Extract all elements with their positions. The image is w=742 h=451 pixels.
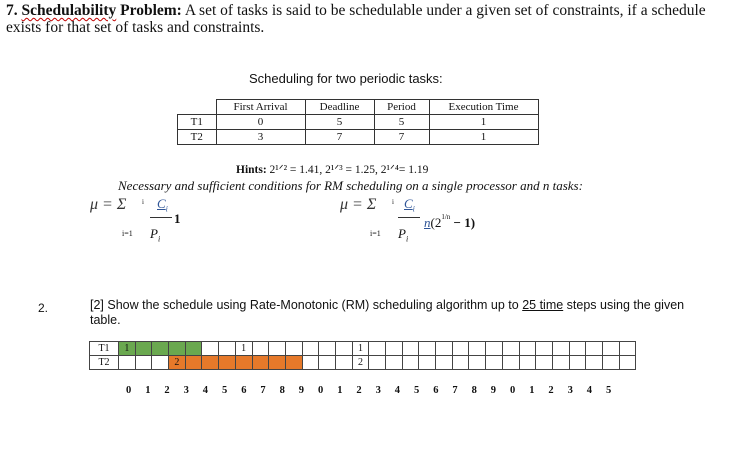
- schedule-cell: [386, 342, 403, 356]
- table-cell: 7: [374, 130, 429, 145]
- schedule-cell: [219, 356, 236, 370]
- table-corner: [178, 100, 217, 115]
- formula-left-sum-index: i: [142, 198, 144, 206]
- schedule-cell: [252, 356, 269, 370]
- task-label: T1: [178, 115, 217, 130]
- schedule-cell: [486, 356, 503, 370]
- schedule-cell: [302, 342, 319, 356]
- schedule-cell: [502, 342, 519, 356]
- table-cell: 1: [429, 130, 538, 145]
- schedule-grid: [89, 341, 636, 370]
- schedule-cell: [519, 342, 536, 356]
- table-cell: 5: [374, 115, 429, 130]
- time-tick-label: 4: [394, 385, 401, 396]
- time-tick-label: 3: [183, 385, 189, 396]
- schedule-cell: [436, 356, 453, 370]
- hints: [236, 162, 428, 176]
- schedule-cell: [602, 342, 619, 356]
- formula-right-numerator: $C_i$: [404, 196, 415, 214]
- schedule-cell: [269, 356, 286, 370]
- schedule-cell: [369, 342, 386, 356]
- question-body-end: steps using the given table.: [90, 298, 685, 327]
- schedule-row-label: T1: [90, 342, 119, 356]
- task-label: T2: [178, 130, 217, 145]
- schedule-cell: [602, 356, 619, 370]
- hints-label: Hints:: [236, 164, 267, 176]
- question-body-start: Show the schedule using Rate-Monotonic (RM) scheduling algorithm up to: [103, 298, 523, 312]
- schedule-cell: [536, 356, 553, 370]
- formula-left-mu: μ = Σ: [90, 196, 127, 213]
- schedule-cell: [319, 356, 336, 370]
- time-tick-label: 3: [375, 385, 381, 396]
- schedule-cell: [135, 356, 152, 370]
- schedule-cell: [502, 356, 519, 370]
- schedule-cell: [369, 356, 386, 370]
- schedule-cell: [302, 356, 319, 370]
- schedule-cell: [619, 342, 636, 356]
- formula-right-mu: μ = Σ: [340, 196, 377, 213]
- condition-text: Necessary and sufficient conditions for RM scheduling on a single processor and n tasks:: [118, 178, 583, 193]
- schedule-cell: 1: [352, 342, 369, 356]
- table-cell: 3: [216, 130, 305, 145]
- formula-right-fraction-bar: [398, 217, 420, 218]
- formula-right-bound: $n(2^{1/n} - 1)$: [424, 213, 476, 230]
- formula-right-denominator: $P_i$: [398, 226, 409, 244]
- schedule-cell: 2: [352, 356, 369, 370]
- schedule-cell: [285, 342, 302, 356]
- schedule-row-label: T2: [90, 356, 119, 370]
- schedule-cell: [469, 342, 486, 356]
- schedule-cell: [185, 356, 202, 370]
- formula-right-sum-index: i: [392, 198, 394, 206]
- schedule-cell: [552, 342, 569, 356]
- formula-right-lower: i=1: [370, 229, 381, 238]
- question-text: [90, 298, 690, 328]
- schedule-cell: [185, 342, 202, 356]
- time-tick-label: 7: [260, 385, 266, 396]
- time-tick-label: 2: [164, 385, 170, 396]
- time-tick-label: 7: [452, 385, 458, 396]
- time-tick-label: 5: [414, 385, 420, 396]
- schedule-cell: [569, 342, 586, 356]
- problem-heading: [6, 2, 736, 36]
- column-header: Execution Time: [429, 100, 538, 115]
- table-cell: 5: [305, 115, 374, 130]
- time-tick-label: 0: [318, 385, 324, 396]
- period-table: [177, 99, 539, 145]
- schedule-cell: [169, 342, 186, 356]
- hints-text: 2¹ᐟ² = 1.41, 2¹ᐟ³ = 1.25, 2¹ᐟ⁴= 1.19: [269, 164, 429, 176]
- formula-left-numerator: $C_i$: [157, 196, 168, 214]
- schedule-cell: [335, 342, 352, 356]
- formula-left: [90, 196, 200, 256]
- schedule-cell: [452, 342, 469, 356]
- schedule-cell: [436, 342, 453, 356]
- schedule-cell: [419, 356, 436, 370]
- time-tick-label: 2: [356, 385, 362, 396]
- time-tick-label: 5: [606, 385, 612, 396]
- time-tick-label: 9: [490, 385, 497, 396]
- schedule-cell: [235, 356, 252, 370]
- schedule-cell: [252, 342, 269, 356]
- table-caption: Scheduling for two periodic tasks:: [249, 71, 443, 86]
- schedule-cell: [469, 356, 486, 370]
- formula-right: [340, 196, 520, 256]
- column-header: First Arrival: [216, 100, 305, 115]
- time-tick-label: 4: [202, 385, 209, 396]
- schedule-cell: [202, 356, 219, 370]
- schedule-cell: [586, 356, 603, 370]
- problem-term-suffix: Problem:: [116, 2, 182, 19]
- formula-left-bound: 1: [174, 211, 181, 226]
- problem-text: A set of tasks is said to be schedulable under a given set of constraints, if a schedule exists for that set of tasks and constraints.: [6, 2, 706, 36]
- schedule-cell: [619, 356, 636, 370]
- schedule-cell: [536, 342, 553, 356]
- schedule-cell: [569, 356, 586, 370]
- schedule-cell: [269, 342, 286, 356]
- time-tick-label: 1: [337, 385, 343, 396]
- problem-number: 7.: [6, 2, 18, 19]
- time-tick-label: 4: [586, 385, 593, 396]
- schedule-cell: [219, 342, 236, 356]
- schedule-row: [90, 342, 636, 356]
- time-tick-label: 6: [241, 385, 247, 396]
- period-table-header-row: [178, 100, 539, 115]
- schedule-row: [90, 356, 636, 370]
- time-tick-label: 5: [222, 385, 228, 396]
- schedule-cell: [452, 356, 469, 370]
- column-header: Period: [374, 100, 429, 115]
- schedule-cell: [402, 342, 419, 356]
- schedule-cell: [135, 342, 152, 356]
- question-link-text: 25 time: [522, 298, 564, 312]
- schedule-cell: 1: [119, 342, 136, 356]
- time-tick-label: 6: [433, 385, 439, 396]
- table-cell: 7: [305, 130, 374, 145]
- time-tick-label: 0: [126, 385, 132, 396]
- time-tick-label: 1: [529, 385, 535, 396]
- schedule-cell: [552, 356, 569, 370]
- time-tick-label: 2: [548, 385, 554, 396]
- schedule-cell: [419, 342, 436, 356]
- schedule-cell: [386, 356, 403, 370]
- time-tick-label: 9: [298, 385, 305, 396]
- formula-left-lower: i=1: [122, 229, 133, 238]
- time-tick-label: 1: [145, 385, 151, 396]
- time-tick-label: 0: [510, 385, 516, 396]
- question-marks: [2]: [90, 298, 104, 312]
- formula-left-denominator: $P_i$: [150, 226, 161, 244]
- table-row: [178, 115, 539, 130]
- schedule-cell: [152, 342, 169, 356]
- schedule-cell: [519, 356, 536, 370]
- schedule-cell: [335, 356, 352, 370]
- formula-left-fraction-bar: [150, 217, 172, 218]
- schedule-cell: [319, 342, 336, 356]
- schedule-cell: [402, 356, 419, 370]
- table-row: [178, 130, 539, 145]
- schedule-cell: [202, 342, 219, 356]
- time-tick-label: 8: [471, 385, 477, 396]
- time-tick-label: 8: [279, 385, 285, 396]
- schedule-cell: 2: [169, 356, 186, 370]
- schedule-cell: [586, 342, 603, 356]
- time-tick-label: 3: [567, 385, 573, 396]
- schedule-cell: [119, 356, 136, 370]
- problem-term: Schedulability: [21, 2, 117, 19]
- question-number: 2.: [38, 301, 49, 315]
- schedule-cell: 1: [235, 342, 252, 356]
- schedule-cell: [486, 342, 503, 356]
- schedule-cell: [152, 356, 169, 370]
- schedule-cell: [285, 356, 302, 370]
- column-header: Deadline: [305, 100, 374, 115]
- table-cell: 1: [429, 115, 538, 130]
- table-cell: 0: [216, 115, 305, 130]
